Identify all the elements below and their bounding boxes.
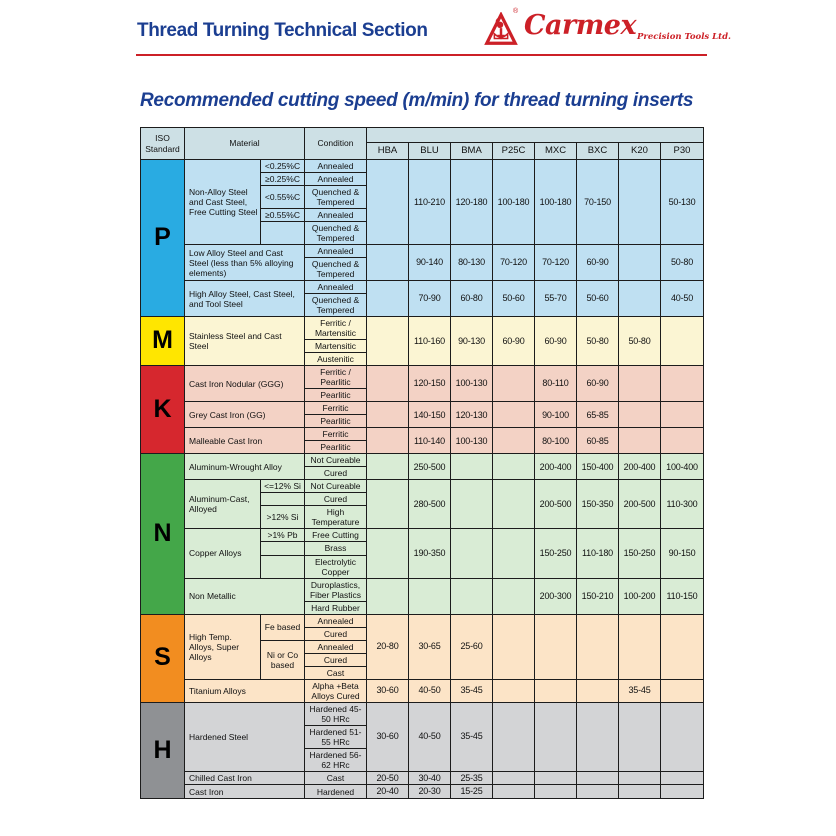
value-cell-hba [367,454,409,480]
grade-column-header-mxc: MXC [535,143,577,160]
page-title: Recommended cutting speed (m/min) for thread turning inserts [140,90,694,111]
value-cell-bma: 15-25 [451,785,493,799]
condition-cell: Cast [305,666,367,679]
cutting-speed-table [140,127,704,799]
sub-material-cell: >1% Pb [261,529,305,542]
value-cell-mxc [535,614,577,679]
value-cell-k20 [619,366,661,402]
value-cell-p30 [661,366,704,402]
value-cell-mxc [535,771,577,785]
value-cell-p30: 100-400 [661,454,704,480]
material-cell: Hardened Steel [185,702,305,771]
value-cell-bma: 80-130 [451,245,493,281]
value-cell-blu: 70-90 [409,281,451,317]
value-cell-hba [367,529,409,578]
value-cell-bxc [577,785,619,799]
condition-cell: Cured [305,493,367,506]
value-cell-mxc: 80-110 [535,366,577,402]
condition-cell: Electrolytic Copper [305,555,367,578]
sub-material-cell: <0.25%C [261,160,305,173]
material-cell: Chilled Cast Iron [185,771,305,785]
value-cell-bma: 25-60 [451,614,493,679]
value-cell-p25c [493,366,535,402]
material-cell: Cast Iron Nodular (GGG) [185,366,305,402]
condition-cell: High Temperature [305,506,367,529]
value-cell-p30 [661,402,704,428]
value-cell-blu: 30-40 [409,771,451,785]
value-cell-k20 [619,160,661,245]
value-cell-k20 [619,245,661,281]
value-cell-bxc: 50-60 [577,281,619,317]
table-row [141,245,704,258]
condition-cell: Annealed [305,640,367,653]
carmex-logo [484,8,731,52]
value-cell-bxc [577,679,619,702]
value-cell-k20 [619,785,661,799]
value-cell-p30 [661,428,704,454]
value-cell-bma: 100-130 [451,428,493,454]
section-title: Thread Turning Technical Section [137,20,428,41]
value-cell-mxc: 200-500 [535,480,577,529]
table-row [141,366,704,389]
value-cell-blu: 40-50 [409,702,451,771]
value-cell-k20: 100-200 [619,578,661,614]
table-row [141,785,704,799]
value-cell-hba [367,245,409,281]
sub-material-cell [261,555,305,578]
value-cell-p25c [493,480,535,529]
condition-cell: Pearlitic [305,441,367,454]
value-cell-bma [451,578,493,614]
condition-cell: Annealed [305,245,367,258]
value-cell-p30: 110-150 [661,578,704,614]
value-cell-mxc [535,702,577,771]
sub-material-cell: <=12% Si [261,480,305,493]
condition-cell: Annealed [305,160,367,173]
sub-material-cell [261,493,305,506]
value-cell-p25c: 60-90 [493,317,535,366]
value-cell-blu: 40-50 [409,679,451,702]
value-cell-k20: 35-45 [619,679,661,702]
value-cell-p30: 110-300 [661,480,704,529]
value-cell-bxc: 50-80 [577,317,619,366]
sub-material-cell: >12% Si [261,506,305,529]
condition-cell: Ferritic / Martensitic [305,317,367,340]
table-row [141,160,704,173]
condition-cell: Ferritic [305,402,367,415]
sub-material-cell: Fe based [261,614,305,640]
value-cell-hba: 20-40 [367,785,409,799]
grade-column-header-bxc: BXC [577,143,619,160]
condition-cell: Cured [305,653,367,666]
table-row [141,480,704,493]
corner-header-condition: Condition [305,128,367,160]
condition-cell: Hardened [305,785,367,799]
value-cell-bxc: 65-85 [577,402,619,428]
corner-header-iso: ISO Standard [141,128,185,160]
sub-material-cell [261,222,305,245]
iso-group-cell-k: K [141,366,185,454]
value-cell-hba [367,281,409,317]
condition-cell: Cured [305,627,367,640]
material-cell: Titanium Alloys [185,679,305,702]
value-cell-bma: 120-130 [451,402,493,428]
table-row [141,402,704,415]
value-cell-bxc: 60-85 [577,428,619,454]
value-cell-bxc [577,614,619,679]
value-cell-bma: 90-130 [451,317,493,366]
sub-material-cell: Ni or Co based [261,640,305,679]
value-cell-bma: 35-45 [451,702,493,771]
condition-cell: Brass [305,542,367,555]
condition-cell: Annealed [305,173,367,186]
grade-header-band [367,128,704,143]
value-cell-blu: 90-140 [409,245,451,281]
grade-column-header-hba: HBA [367,143,409,160]
condition-cell: Cured [305,467,367,480]
grade-column-header-p30: P30 [661,143,704,160]
sub-material-cell [261,542,305,555]
condition-cell: Hard Rubber [305,601,367,614]
value-cell-bma: 100-130 [451,366,493,402]
value-cell-bma: 60-80 [451,281,493,317]
value-cell-hba: 30-60 [367,679,409,702]
table-row [141,679,704,702]
value-cell-mxc: 150-250 [535,529,577,578]
value-cell-mxc: 90-100 [535,402,577,428]
value-cell-k20 [619,614,661,679]
value-cell-mxc [535,785,577,799]
value-cell-p25c: 50-60 [493,281,535,317]
value-cell-p25c [493,785,535,799]
value-cell-blu: 140-150 [409,402,451,428]
condition-cell: Martensitic [305,340,367,353]
material-cell: Aluminum-Cast, Alloyed [185,480,261,529]
sub-material-cell: ≥0.25%C [261,173,305,186]
value-cell-k20: 50-80 [619,317,661,366]
condition-cell: Pearlitic [305,415,367,428]
iso-group-cell-s: S [141,614,185,702]
grade-column-header-k20: K20 [619,143,661,160]
condition-cell: Quenched & Tempered [305,186,367,209]
condition-cell: Not Cureable [305,480,367,493]
condition-cell: Ferritic / Pearlitic [305,366,367,389]
value-cell-p25c [493,702,535,771]
value-cell-bxc: 110-180 [577,529,619,578]
value-cell-k20 [619,402,661,428]
material-cell: Low Alloy Steel and Cast Steel (less than 5% alloying elements) [185,245,305,281]
grade-column-header-blu: BLU [409,143,451,160]
condition-cell: Hardened 56-62 HRc [305,748,367,771]
value-cell-k20: 150-250 [619,529,661,578]
value-cell-p25c [493,402,535,428]
corner-header-material: Material [185,128,305,160]
value-cell-bma: 25-35 [451,771,493,785]
value-cell-mxc: 70-120 [535,245,577,281]
value-cell-blu: 20-30 [409,785,451,799]
value-cell-blu: 30-65 [409,614,451,679]
value-cell-k20 [619,771,661,785]
value-cell-p25c [493,428,535,454]
value-cell-hba: 30-60 [367,702,409,771]
value-cell-mxc [535,679,577,702]
condition-cell: Quenched & Tempered [305,258,367,281]
value-cell-p25c [493,529,535,578]
registered-mark: ® [513,8,519,15]
value-cell-mxc: 200-300 [535,578,577,614]
value-cell-bxc [577,702,619,771]
value-cell-bxc: 70-150 [577,160,619,245]
value-cell-bma [451,480,493,529]
condition-cell: Pearlitic [305,389,367,402]
value-cell-bxc: 60-90 [577,245,619,281]
value-cell-p25c: 100-180 [493,160,535,245]
condition-cell: Free Cutting [305,529,367,542]
value-cell-blu: 120-150 [409,366,451,402]
material-cell: Cast Iron [185,785,305,799]
condition-cell: Hardened 51-55 HRc [305,725,367,748]
table-row [141,428,704,441]
carmex-triangle-logo-icon [484,12,518,48]
value-cell-bxc: 150-350 [577,480,619,529]
value-cell-k20 [619,428,661,454]
value-cell-hba: 20-50 [367,771,409,785]
iso-group-cell-p: P [141,160,185,317]
value-cell-p30 [661,614,704,679]
grade-column-header-p25c: P25C [493,143,535,160]
value-cell-mxc: 100-180 [535,160,577,245]
material-cell: Malleable Cast Iron [185,428,305,454]
condition-cell: Annealed [305,281,367,294]
iso-group-cell-n: N [141,454,185,614]
sub-material-cell: <0.55%C [261,186,305,209]
value-cell-p30 [661,785,704,799]
condition-cell: Alpha +Beta Alloys Cured [305,679,367,702]
value-cell-blu: 250-500 [409,454,451,480]
table-row [141,702,704,725]
material-cell: Aluminum-Wrought Alloy [185,454,305,480]
value-cell-p30: 90-150 [661,529,704,578]
value-cell-p30 [661,702,704,771]
value-cell-hba: 20-80 [367,614,409,679]
material-cell: Non-Alloy Steel and Cast Steel, Free Cutting Steel [185,160,261,245]
condition-cell: Ferritic [305,428,367,441]
value-cell-p25c [493,454,535,480]
value-cell-hba [367,366,409,402]
condition-cell: Not Cureable [305,454,367,467]
value-cell-mxc: 200-400 [535,454,577,480]
condition-cell: Quenched & Tempered [305,222,367,245]
value-cell-hba [367,428,409,454]
value-cell-bma [451,529,493,578]
condition-cell: Hardened 45-50 HRc [305,702,367,725]
condition-cell: Quenched & Tempered [305,294,367,317]
value-cell-bxc: 150-400 [577,454,619,480]
value-cell-p30: 50-130 [661,160,704,245]
value-cell-p30 [661,679,704,702]
material-cell: Non Metallic [185,578,305,614]
value-cell-hba [367,402,409,428]
condition-cell: Cast [305,771,367,785]
header-divider [136,54,707,56]
value-cell-blu: 110-140 [409,428,451,454]
value-cell-bma [451,454,493,480]
table-row [141,317,704,340]
iso-group-cell-m: M [141,317,185,366]
material-cell: Copper Alloys [185,529,261,578]
brand-name: Carmex [524,10,637,41]
table-row [141,614,704,627]
value-cell-p25c: 70-120 [493,245,535,281]
table-row [141,281,704,294]
table-row [141,771,704,785]
value-cell-blu: 280-500 [409,480,451,529]
material-cell: High Alloy Steel, Cast Steel, and Tool Steel [185,281,305,317]
value-cell-bxc: 60-90 [577,366,619,402]
value-cell-bma: 35-45 [451,679,493,702]
value-cell-bxc: 150-210 [577,578,619,614]
value-cell-mxc: 80-100 [535,428,577,454]
grade-column-header-bma: BMA [451,143,493,160]
value-cell-bxc [577,771,619,785]
value-cell-p25c [493,679,535,702]
value-cell-hba [367,480,409,529]
material-cell: Stainless Steel and Cast Steel [185,317,305,366]
value-cell-hba [367,317,409,366]
condition-cell: Duroplastics, Fiber Plastics [305,578,367,601]
value-cell-blu [409,578,451,614]
value-cell-k20 [619,281,661,317]
value-cell-p30 [661,317,704,366]
brand-tagline: Precision Tools Ltd. [637,32,731,42]
value-cell-p30 [661,771,704,785]
iso-group-cell-h: H [141,702,185,798]
value-cell-bma: 120-180 [451,160,493,245]
value-cell-hba [367,578,409,614]
value-cell-p30: 50-80 [661,245,704,281]
table-row [141,578,704,601]
table-row [141,454,704,467]
value-cell-blu: 110-160 [409,317,451,366]
sub-material-cell: ≥0.55%C [261,209,305,222]
condition-cell: Annealed [305,209,367,222]
value-cell-k20: 200-400 [619,454,661,480]
condition-cell: Annealed [305,614,367,627]
value-cell-mxc: 60-90 [535,317,577,366]
value-cell-p25c [493,578,535,614]
material-cell: Grey Cast Iron (GG) [185,402,305,428]
condition-cell: Austenitic [305,353,367,366]
value-cell-p25c [493,771,535,785]
material-cell: High Temp. Alloys, Super Alloys [185,614,261,679]
value-cell-k20: 200-500 [619,480,661,529]
value-cell-blu: 110-210 [409,160,451,245]
table-row [141,529,704,542]
value-cell-p30: 40-50 [661,281,704,317]
value-cell-hba [367,160,409,245]
value-cell-mxc: 55-70 [535,281,577,317]
value-cell-k20 [619,702,661,771]
value-cell-blu: 190-350 [409,529,451,578]
value-cell-p25c [493,614,535,679]
